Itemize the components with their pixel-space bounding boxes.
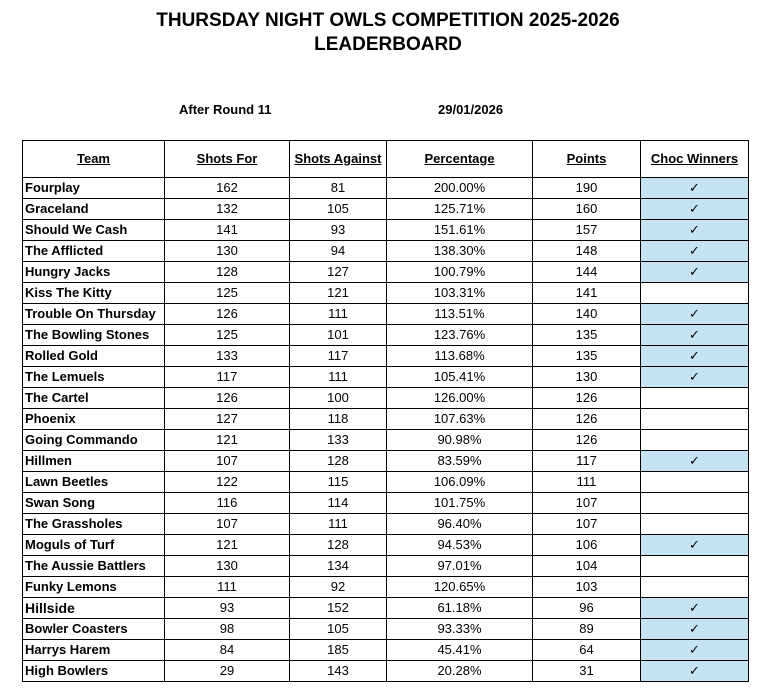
- shots-for-cell: 125: [165, 325, 290, 346]
- page-title: THURSDAY NIGHT OWLS COMPETITION 2025-2026: [156, 10, 620, 31]
- shots-for-cell: 133: [165, 346, 290, 367]
- choc-winner-cell: [641, 430, 749, 451]
- points-cell: 31: [533, 661, 641, 682]
- choc-winner-cell: [641, 661, 749, 682]
- choc-winner-cell: [641, 325, 749, 346]
- shots-for-cell: 122: [165, 472, 290, 493]
- page-subtitle: LEADERBOARD: [314, 34, 462, 55]
- shots-against-cell: 81: [290, 178, 387, 199]
- team-name-cell: Funky Lemons: [23, 577, 165, 598]
- percentage-cell: 61.18%: [387, 598, 533, 619]
- table-row: [23, 220, 749, 241]
- table-row: [23, 472, 749, 493]
- team-name-cell: The Grassholes: [23, 514, 165, 535]
- checkmark-icon: ✓: [689, 201, 700, 216]
- table-row: [23, 241, 749, 262]
- column-header-team: Team: [23, 141, 165, 178]
- points-cell: 106: [533, 535, 641, 556]
- team-name-cell: Lawn Beetles: [23, 472, 165, 493]
- shots-against-cell: 134: [290, 556, 387, 577]
- shots-against-cell: 105: [290, 619, 387, 640]
- choc-winner-cell: [641, 598, 749, 619]
- table-row: [23, 367, 749, 388]
- team-name-cell: Hillside: [23, 598, 165, 619]
- shots-for-cell: 107: [165, 514, 290, 535]
- choc-winner-cell: [641, 178, 749, 199]
- team-name-cell: The Lemuels: [23, 367, 165, 388]
- shots-for-cell: 130: [165, 556, 290, 577]
- percentage-cell: 90.98%: [387, 430, 533, 451]
- team-name-cell: The Aussie Battlers: [23, 556, 165, 577]
- shots-for-cell: 121: [165, 430, 290, 451]
- table-row: [23, 514, 749, 535]
- shots-for-cell: 132: [165, 199, 290, 220]
- shots-against-cell: 128: [290, 535, 387, 556]
- shots-against-cell: 117: [290, 346, 387, 367]
- choc-winner-cell: [641, 346, 749, 367]
- shots-for-cell: 162: [165, 178, 290, 199]
- percentage-cell: 125.71%: [387, 199, 533, 220]
- shots-for-cell: 29: [165, 661, 290, 682]
- team-name-cell: Hungry Jacks: [23, 262, 165, 283]
- table-row: [23, 178, 749, 199]
- choc-winner-cell: [641, 640, 749, 661]
- percentage-cell: 138.30%: [387, 241, 533, 262]
- shots-against-cell: 94: [290, 241, 387, 262]
- checkmark-icon: ✓: [689, 663, 700, 678]
- percentage-cell: 151.61%: [387, 220, 533, 241]
- team-name-cell: Rolled Gold: [23, 346, 165, 367]
- points-cell: 64: [533, 640, 641, 661]
- checkmark-icon: ✓: [689, 600, 700, 615]
- shots-for-cell: 107: [165, 451, 290, 472]
- points-cell: 89: [533, 619, 641, 640]
- team-name-cell: Going Commando: [23, 430, 165, 451]
- percentage-cell: 83.59%: [387, 451, 533, 472]
- team-name-cell: Hillmen: [23, 451, 165, 472]
- percentage-cell: 20.28%: [387, 661, 533, 682]
- table-row: [23, 556, 749, 577]
- points-cell: 111: [533, 472, 641, 493]
- shots-for-cell: 98: [165, 619, 290, 640]
- team-name-cell: Harrys Harem: [23, 640, 165, 661]
- team-name-cell: Fourplay: [23, 178, 165, 199]
- table-row: [23, 199, 749, 220]
- shots-for-cell: 111: [165, 577, 290, 598]
- table-row: [23, 430, 749, 451]
- points-cell: 144: [533, 262, 641, 283]
- shots-for-cell: 127: [165, 409, 290, 430]
- column-header-shots-for: Shots For: [165, 141, 290, 178]
- shots-against-cell: 121: [290, 283, 387, 304]
- checkmark-icon: ✓: [689, 348, 700, 363]
- percentage-cell: 106.09%: [387, 472, 533, 493]
- table-body: [23, 178, 749, 682]
- shots-for-cell: 128: [165, 262, 290, 283]
- percentage-cell: 94.53%: [387, 535, 533, 556]
- shots-for-cell: 126: [165, 304, 290, 325]
- points-cell: 117: [533, 451, 641, 472]
- shots-against-cell: 92: [290, 577, 387, 598]
- table-row: [23, 661, 749, 682]
- checkmark-icon: ✓: [689, 306, 700, 321]
- team-name-cell: High Bowlers: [23, 661, 165, 682]
- table-row: [23, 577, 749, 598]
- team-name-cell: Moguls of Turf: [23, 535, 165, 556]
- percentage-cell: 123.76%: [387, 325, 533, 346]
- percentage-cell: 97.01%: [387, 556, 533, 577]
- table-row: [23, 493, 749, 514]
- percentage-cell: 103.31%: [387, 283, 533, 304]
- team-name-cell: Should We Cash: [23, 220, 165, 241]
- team-name-cell: The Afflicted: [23, 241, 165, 262]
- points-cell: 148: [533, 241, 641, 262]
- shots-against-cell: 127: [290, 262, 387, 283]
- percentage-cell: 93.33%: [387, 619, 533, 640]
- percentage-cell: 101.75%: [387, 493, 533, 514]
- checkmark-icon: ✓: [689, 642, 700, 657]
- checkmark-icon: ✓: [689, 453, 700, 468]
- shots-against-cell: 111: [290, 304, 387, 325]
- table-row: [23, 409, 749, 430]
- table-row: [23, 535, 749, 556]
- choc-winner-cell: [641, 304, 749, 325]
- points-cell: 141: [533, 283, 641, 304]
- shots-against-cell: 93: [290, 220, 387, 241]
- team-name-cell: Kiss The Kitty: [23, 283, 165, 304]
- choc-winner-cell: [641, 283, 749, 304]
- table-row: [23, 619, 749, 640]
- choc-winner-cell: [641, 577, 749, 598]
- shots-against-cell: 118: [290, 409, 387, 430]
- shots-for-cell: 117: [165, 367, 290, 388]
- table-row: [23, 304, 749, 325]
- shots-for-cell: 141: [165, 220, 290, 241]
- percentage-cell: 45.41%: [387, 640, 533, 661]
- shots-for-cell: 126: [165, 388, 290, 409]
- table-row: [23, 346, 749, 367]
- choc-winner-cell: [641, 493, 749, 514]
- shots-against-cell: 133: [290, 430, 387, 451]
- table-row: [23, 598, 749, 619]
- team-name-cell: The Cartel: [23, 388, 165, 409]
- shots-for-cell: 125: [165, 283, 290, 304]
- points-cell: 107: [533, 514, 641, 535]
- points-cell: 135: [533, 325, 641, 346]
- shots-for-cell: 121: [165, 535, 290, 556]
- percentage-cell: 120.65%: [387, 577, 533, 598]
- date-label: 29/01/2026: [438, 102, 504, 117]
- percentage-cell: 126.00%: [387, 388, 533, 409]
- table-row: [23, 283, 749, 304]
- checkmark-icon: ✓: [689, 180, 700, 195]
- choc-winner-cell: [641, 409, 749, 430]
- points-cell: 96: [533, 598, 641, 619]
- points-cell: 126: [533, 409, 641, 430]
- points-cell: 126: [533, 388, 641, 409]
- percentage-cell: 100.79%: [387, 262, 533, 283]
- table-row: [23, 262, 749, 283]
- table-row: [23, 388, 749, 409]
- choc-winner-cell: [641, 367, 749, 388]
- points-cell: 130: [533, 367, 641, 388]
- percentage-cell: 96.40%: [387, 514, 533, 535]
- points-cell: 140: [533, 304, 641, 325]
- checkmark-icon: ✓: [689, 369, 700, 384]
- percentage-cell: 113.68%: [387, 346, 533, 367]
- team-name-cell: Trouble On Thursday: [23, 304, 165, 325]
- shots-against-cell: 100: [290, 388, 387, 409]
- choc-winner-cell: [641, 241, 749, 262]
- checkmark-icon: ✓: [689, 264, 700, 279]
- shots-against-cell: 152: [290, 598, 387, 619]
- choc-winner-cell: [641, 472, 749, 493]
- table-row: [23, 451, 749, 472]
- percentage-cell: 105.41%: [387, 367, 533, 388]
- shots-against-cell: 115: [290, 472, 387, 493]
- shots-for-cell: 130: [165, 241, 290, 262]
- choc-winner-cell: [641, 199, 749, 220]
- choc-winner-cell: [641, 220, 749, 241]
- points-cell: 190: [533, 178, 641, 199]
- choc-winner-cell: [641, 514, 749, 535]
- team-name-cell: The Bowling Stones: [23, 325, 165, 346]
- percentage-cell: 113.51%: [387, 304, 533, 325]
- shots-against-cell: 111: [290, 367, 387, 388]
- column-header-points: Points: [533, 141, 641, 178]
- choc-winner-cell: [641, 619, 749, 640]
- percentage-cell: 107.63%: [387, 409, 533, 430]
- shots-against-cell: 114: [290, 493, 387, 514]
- checkmark-icon: ✓: [689, 537, 700, 552]
- points-cell: 107: [533, 493, 641, 514]
- shots-against-cell: 128: [290, 451, 387, 472]
- shots-against-cell: 185: [290, 640, 387, 661]
- table-row: [23, 325, 749, 346]
- points-cell: 135: [533, 346, 641, 367]
- checkmark-icon: ✓: [689, 243, 700, 258]
- checkmark-icon: ✓: [689, 621, 700, 636]
- choc-winner-cell: [641, 388, 749, 409]
- shots-for-cell: 84: [165, 640, 290, 661]
- choc-winner-cell: [641, 535, 749, 556]
- points-cell: 104: [533, 556, 641, 577]
- shots-against-cell: 105: [290, 199, 387, 220]
- table-row: [23, 640, 749, 661]
- column-header-percentage: Percentage: [387, 141, 533, 178]
- leaderboard-table: [22, 140, 749, 682]
- header-row: [23, 141, 749, 178]
- points-cell: 157: [533, 220, 641, 241]
- shots-against-cell: 111: [290, 514, 387, 535]
- column-header-choc-winners: Choc Winners: [641, 141, 749, 178]
- choc-winner-cell: [641, 451, 749, 472]
- column-header-shots-against: Shots Against: [290, 141, 387, 178]
- percentage-cell: 200.00%: [387, 178, 533, 199]
- choc-winner-cell: [641, 556, 749, 577]
- team-name-cell: Graceland: [23, 199, 165, 220]
- shots-for-cell: 93: [165, 598, 290, 619]
- round-label: After Round 11: [179, 102, 272, 117]
- points-cell: 126: [533, 430, 641, 451]
- points-cell: 103: [533, 577, 641, 598]
- team-name-cell: Phoenix: [23, 409, 165, 430]
- shots-for-cell: 116: [165, 493, 290, 514]
- team-name-cell: Bowler Coasters: [23, 619, 165, 640]
- checkmark-icon: ✓: [689, 327, 700, 342]
- team-name-cell: Swan Song: [23, 493, 165, 514]
- points-cell: 160: [533, 199, 641, 220]
- checkmark-icon: ✓: [689, 222, 700, 237]
- shots-against-cell: 101: [290, 325, 387, 346]
- choc-winner-cell: [641, 262, 749, 283]
- shots-against-cell: 143: [290, 661, 387, 682]
